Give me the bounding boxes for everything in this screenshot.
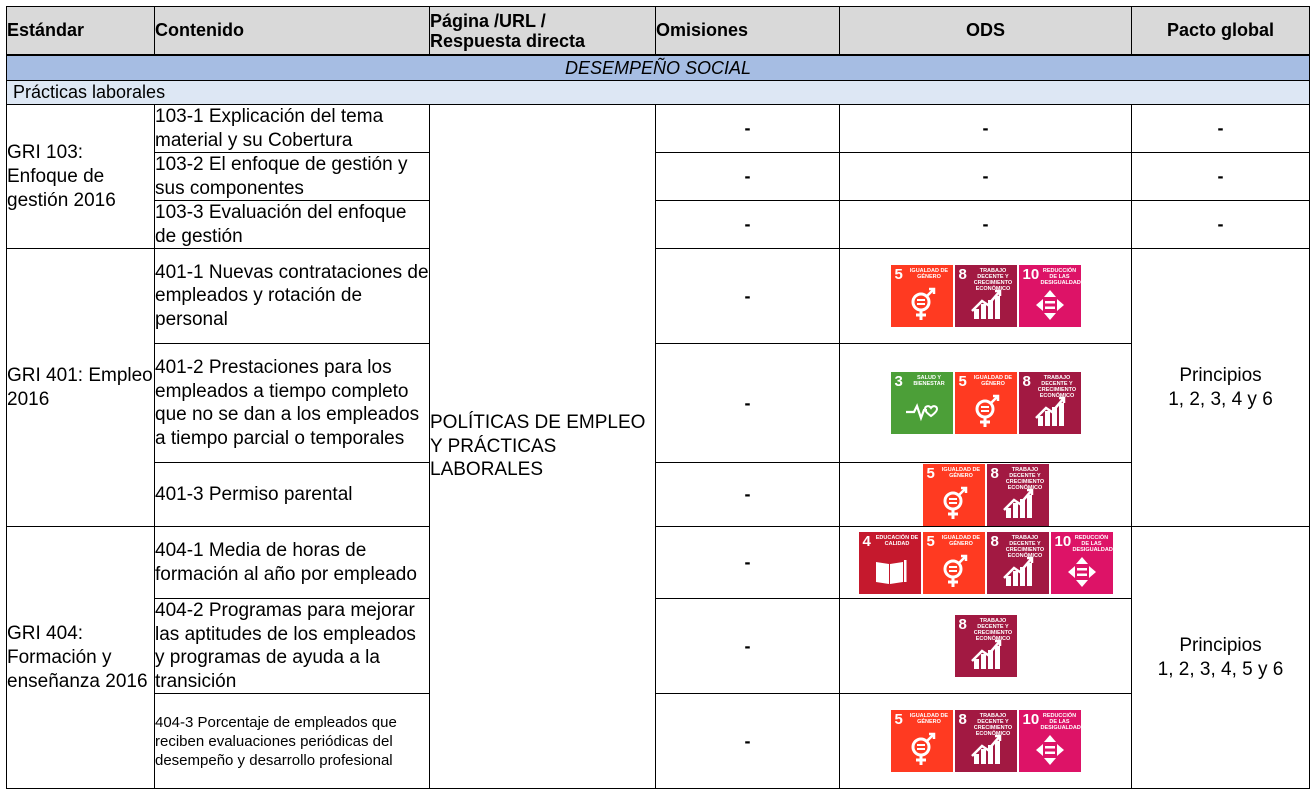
omision-cell: - <box>656 249 840 344</box>
sdg-icons <box>891 265 1089 327</box>
pacto-line1: Principios <box>1179 635 1262 656</box>
section-row <box>7 55 1310 81</box>
sdg-label: SALUD Y BIENESTAR <box>913 375 945 387</box>
sdg-icons <box>891 710 1089 772</box>
sdg-label: TRABAJO DECENTE Y CRECIMIENTO ECONÓMICO <box>1005 534 1045 559</box>
sdg-number: 5 <box>958 373 967 390</box>
pagina-cell: POLÍTICAS DE EMPLEO Y PRÁCTICAS LABORALES <box>430 105 656 789</box>
estandar-cell: GRI 401: Empleo 2016 <box>7 249 155 527</box>
sdg-label: EDUCACIÓN DE CALIDAD <box>875 534 919 547</box>
equality-arrows-icon <box>1065 554 1099 588</box>
sdg-icons <box>955 615 1017 677</box>
sdg-number: 8 <box>958 711 967 728</box>
sdg-5-tile <box>955 372 1017 434</box>
header-ods: ODS <box>840 7 1132 56</box>
sdg-number: 5 <box>894 266 903 283</box>
sdg-10-tile <box>1019 265 1089 327</box>
sdg-3-tile <box>891 372 953 434</box>
equality-arrows-icon <box>1033 732 1067 766</box>
sdg-label: REDUCCIÓN DE LAS DESIGUALDADES <box>1040 713 1089 731</box>
contenido-cell: 404-1 Media de horas de formación al año por empleado <box>155 527 430 599</box>
omision-cell: - <box>656 153 840 201</box>
table-row <box>7 599 1310 694</box>
omision-cell: - <box>656 599 840 694</box>
header-contenido: Contenido <box>155 7 430 56</box>
table-row <box>7 463 1310 527</box>
sdg-number: 10 <box>1022 711 1040 728</box>
header-row <box>7 7 1310 56</box>
contenido-cell: 401-2 Prestaciones para los empleados a tiempo completo que no se dan a los empleados a tiempo parcial o temporales <box>155 344 430 463</box>
contenido-cell: 404-2 Programas para mejorar las aptitudes de los empleados y programas de ayuda a la transición <box>155 599 430 694</box>
header-estandar: Estándar <box>7 7 155 56</box>
sdg-label: REDUCCIÓN DE LAS DESIGUALDADES <box>1040 268 1089 286</box>
sdg-icons <box>891 372 1081 434</box>
pacto-line1: Principios <box>1179 365 1262 386</box>
sdg-label: IGUALDAD DE GÉNERO <box>973 375 1013 387</box>
sdg-number: 8 <box>990 464 999 482</box>
sdg-5-tile <box>891 710 953 772</box>
estandar-cell: GRI 103: Enfoque de gestión 2016 <box>7 105 155 249</box>
sdg-label: IGUALDAD DE GÉNERO <box>909 268 949 280</box>
sdg-number: 8 <box>990 532 999 550</box>
ods-cell: - <box>840 105 1132 153</box>
sdg-label: TRABAJO DECENTE Y CRECIMIENTO ECONÓMICO <box>973 268 1013 292</box>
omision-cell: - <box>656 694 840 789</box>
ods-cell <box>840 694 1132 789</box>
omision-cell: - <box>656 344 840 463</box>
sdg-number: 8 <box>958 616 967 633</box>
ods-cell: - <box>840 201 1132 249</box>
sdg-number: 8 <box>958 266 967 283</box>
sdg-number: 3 <box>894 373 903 390</box>
sdg-label: TRABAJO DECENTE Y CRECIMIENTO ECONÓMICO <box>973 713 1013 737</box>
sdg-label: IGUALDAD DE GÉNERO <box>909 713 949 725</box>
contenido-cell: 401-3 Permiso parental <box>155 463 430 527</box>
growth-chart-icon <box>1001 486 1035 520</box>
sdg-label: TRABAJO DECENTE Y CRECIMIENTO ECONÓMICO <box>1005 466 1045 491</box>
omision-cell: - <box>656 527 840 599</box>
contenido-cell: 401-1 Nuevas contrataciones de empleados y rotación de personal <box>155 249 430 344</box>
contenido-cell: 103-1 Explicación del tema material y su Cobertura <box>155 105 430 153</box>
header-pagina-line2: Respuesta directa <box>430 30 586 51</box>
growth-chart-icon <box>969 732 1003 766</box>
gender-icon <box>937 554 971 588</box>
sdg-icons <box>859 532 1121 594</box>
sdg-8-tile <box>1019 372 1081 434</box>
sdg-10-tile <box>1051 532 1121 594</box>
ods-cell <box>840 527 1132 599</box>
pacto-line2: 1, 2, 3, 4, 5 y 6 <box>1157 658 1284 680</box>
sdg-label: TRABAJO DECENTE Y CRECIMIENTO ECONÓMICO <box>973 618 1013 642</box>
pacto-cell <box>1132 249 1310 527</box>
pacto-cell: - <box>1132 201 1310 249</box>
sdg-label: IGUALDAD DE GÉNERO <box>941 466 981 479</box>
contenido-cell: 404-3 Porcentaje de empleados que reciben evaluaciones periódicas del desempeño y desarrollo profesional <box>155 694 430 789</box>
ods-cell <box>840 599 1132 694</box>
growth-chart-icon <box>1033 394 1067 428</box>
table-row <box>7 527 1310 599</box>
section-title: DESEMPEÑO SOCIAL <box>7 55 1310 81</box>
sdg-4-tile <box>859 532 921 594</box>
book-icon <box>873 554 907 588</box>
sdg-number: 5 <box>926 464 935 482</box>
table-row <box>7 694 1310 789</box>
gender-icon <box>937 486 971 520</box>
table-row <box>7 153 1310 201</box>
estandar-cell: GRI 404: Formación y enseñanza 2016 <box>7 527 155 789</box>
sdg-number: 4 <box>862 532 871 550</box>
table-row <box>7 105 1310 153</box>
omision-cell: - <box>656 463 840 527</box>
sdg-number: 10 <box>1022 266 1040 283</box>
pacto-line2: 1, 2, 3, 4 y 6 <box>1168 388 1273 410</box>
contenido-cell: 103-2 El enfoque de gestión y sus componentes <box>155 153 430 201</box>
omision-cell: - <box>656 105 840 153</box>
gri-content-table <box>6 6 1310 789</box>
sdg-number: 5 <box>894 711 903 728</box>
heartbeat-icon <box>905 394 939 428</box>
sdg-label: IGUALDAD DE GÉNERO <box>941 534 981 547</box>
equality-arrows-icon <box>1033 287 1067 321</box>
sdg-8-tile <box>987 532 1049 594</box>
contenido-cell: 103-3 Evaluación del enfoque de gestión <box>155 201 430 249</box>
gender-icon <box>969 394 1003 428</box>
growth-chart-icon <box>969 637 1003 671</box>
gender-icon <box>905 732 939 766</box>
header-omisiones: Omisiones <box>656 7 840 56</box>
header-pacto: Pacto global <box>1132 7 1310 56</box>
pacto-cell: - <box>1132 105 1310 153</box>
sdg-label: TRABAJO DECENTE Y CRECIMIENTO ECONÓMICO <box>1037 375 1077 399</box>
sdg-icons <box>923 464 1049 526</box>
pacto-cell <box>1132 527 1310 789</box>
growth-chart-icon <box>969 287 1003 321</box>
sdg-10-tile <box>1019 710 1089 772</box>
table-row <box>7 201 1310 249</box>
omision-cell: - <box>656 201 840 249</box>
sdg-5-tile <box>923 464 985 526</box>
gender-icon <box>905 287 939 321</box>
sdg-8-tile <box>955 265 1017 327</box>
table-row <box>7 344 1310 463</box>
sdg-label: REDUCCIÓN DE LAS DESIGUALDADES <box>1072 534 1121 553</box>
header-pagina <box>430 7 656 56</box>
sdg-8-tile <box>987 464 1049 526</box>
sdg-number: 10 <box>1054 532 1072 550</box>
sdg-5-tile <box>891 265 953 327</box>
sdg-number: 8 <box>1022 373 1031 390</box>
ods-cell <box>840 249 1132 344</box>
subsection-row <box>7 81 1310 105</box>
sdg-8-tile <box>955 710 1017 772</box>
sdg-8-tile <box>955 615 1017 677</box>
subsection-title: Prácticas laborales <box>7 81 1310 105</box>
sdg-number: 5 <box>926 532 935 550</box>
ods-cell <box>840 463 1132 527</box>
sdg-5-tile <box>923 532 985 594</box>
header-pagina-line1: Página /URL / <box>430 10 546 31</box>
ods-cell <box>840 344 1132 463</box>
pacto-cell: - <box>1132 153 1310 201</box>
ods-cell: - <box>840 153 1132 201</box>
table-row <box>7 249 1310 344</box>
growth-chart-icon <box>1001 554 1035 588</box>
